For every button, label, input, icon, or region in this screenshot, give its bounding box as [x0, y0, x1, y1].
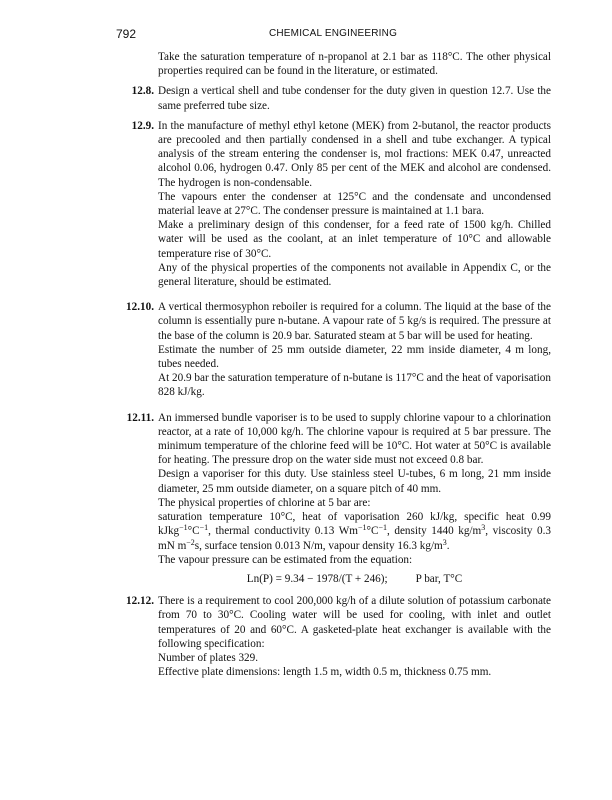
problem-paragraph: Design a vaporiser for this duty. Use stainless steel U-tubes, 6 m long, 21 mm inside diameter, 25 mm outside diameter, on a square pitch of 40 mm.	[158, 468, 551, 495]
problem-12-10	[126, 300, 551, 399]
problem-paragraph: The vapour pressure can be estimated from the equation:	[158, 553, 413, 566]
properties-text: , viscosity 0.3 mN m	[158, 525, 551, 552]
vapour-pressure-equation	[158, 572, 551, 586]
properties-text: °C	[366, 525, 379, 538]
page-number: 792	[116, 27, 137, 41]
problem-paragraph: The physical properties of chlorine at 5 bar are:	[158, 496, 371, 509]
properties-text: °C	[187, 525, 200, 538]
problem-paragraph: In the manufacture of methyl ethyl ketone (MEK) from 2-butanol, the reactor products are precooled and then partially condensed in a shell and tube exchanger. A typical analysis of the stream entering the condenser is, mol fractions: MEK 0.47, unreacted alcohol 0.06, hydrogen 0.47. Only 85 per cent of the MEK and alcohol are condensed. The hydrogen is non-condensable.	[158, 119, 551, 189]
problem-paragraph: An immersed bundle vaporiser is to be used to supply chlorine vapour to a chlorination reactor, at a rate of 10,000 kg/h. The chlorine vapour is required at 5 bar pressure. The minimum temperature of the chlorine feed will be 10°C. Hot water at 50°C is available for heating. The pressure drop on the water side must not exceed 0.8 bar.	[158, 411, 551, 467]
superscript: 3	[481, 523, 486, 533]
problem-paragraph: Effective plate dimensions: length 1.5 m, width 0.5 m, thickness 0.75 mm.	[158, 666, 492, 679]
problem-paragraph: The vapours enter the condenser at 125°C and the condensate and uncondensed material leave at 27°C. The condenser pressure is maintained at 1.1 bara.	[158, 190, 551, 218]
problem-12-8	[131, 84, 551, 112]
problem-number: 12.8.	[131, 85, 154, 98]
problem-number: 12.10.	[126, 301, 154, 314]
intro-paragraph: Take the saturation temperature of n-propanol at 2.1 bar as 118°C. The other physical properties required can be found in the literature, or estimated.	[158, 51, 551, 78]
problem-paragraph: Estimate the number of 25 mm outside diameter, 22 mm inside diameter, 4 m long, tubes needed.	[158, 343, 551, 371]
page-body	[126, 50, 551, 679]
problem-12-9	[131, 119, 551, 289]
equation-units: P bar, T°C	[415, 572, 463, 585]
problem-12-12	[126, 594, 551, 679]
problem-paragraph: Number of plates 329.	[158, 651, 259, 664]
equation-expression: Ln(P) = 9.34 − 1978/(T + 246);	[246, 572, 388, 585]
problem-number: 12.11.	[126, 411, 154, 424]
problem-paragraph: Design a vertical shell and tube condenser for the duty given in question 12.7. Use the same preferred tube size.	[158, 85, 551, 112]
properties-text: .	[446, 539, 450, 552]
superscript: −1	[179, 523, 188, 533]
page-header	[116, 27, 550, 43]
problem-paragraph: There is a requirement to cool 200,000 kg/h of a dilute solution of potassium carbonate from 70 to 30°C. Cooling water will be used for cooling, with inlet and outlet temperatures of 20 and 60°C. A gasketed-plate heat exchanger is available with the following specification:	[158, 595, 551, 650]
superscript: −1	[378, 523, 387, 533]
problem-paragraph: A vertical thermosyphon reboiler is required for a column. The liquid at the base of the column is essentially pure n-butane. A vapour rate of 5 kg/s is required. The pressure at the base of the column is 20.9 bar. Saturated steam at 5 bar will be used for heating.	[158, 301, 551, 342]
superscript: −1	[199, 523, 209, 533]
chlorine-properties	[158, 510, 551, 553]
properties-text: , thermal conductivity 0.13 Wm	[208, 525, 359, 538]
properties-text: s, surface tension 0.013 N/m, vapour density 16.3 kg/m	[194, 539, 443, 552]
running-title: CHEMICAL ENGINEERING	[268, 28, 398, 39]
properties-text: , density 1440 kg/m	[386, 525, 482, 538]
problem-paragraph: Make a preliminary design of this condenser, for a feed rate of 1500 kg/h. Chilled water will be used as the coolant, at an inlet temperature of 10°C and allowable temperature rise of 30°C.	[158, 219, 551, 260]
problem-number: 12.9.	[131, 119, 154, 132]
superscript: −1	[358, 523, 367, 533]
superscript: 3	[442, 537, 447, 547]
problem-paragraph: At 20.9 bar the saturation temperature of n-butane is 117°C and the heat of vaporisation 828 kJ/kg.	[158, 372, 551, 399]
problem-12-11	[126, 411, 551, 586]
superscript: −2	[186, 537, 195, 547]
problem-paragraph: Any of the physical properties of the components not available in Appendix C, or the general literature, should be estimated.	[158, 261, 551, 289]
problem-number: 12.12.	[126, 595, 154, 608]
properties-text: saturation temperature 10°C, heat of vaporisation 260 kJ/kg, specific heat 0.99 kJkg	[158, 511, 551, 538]
